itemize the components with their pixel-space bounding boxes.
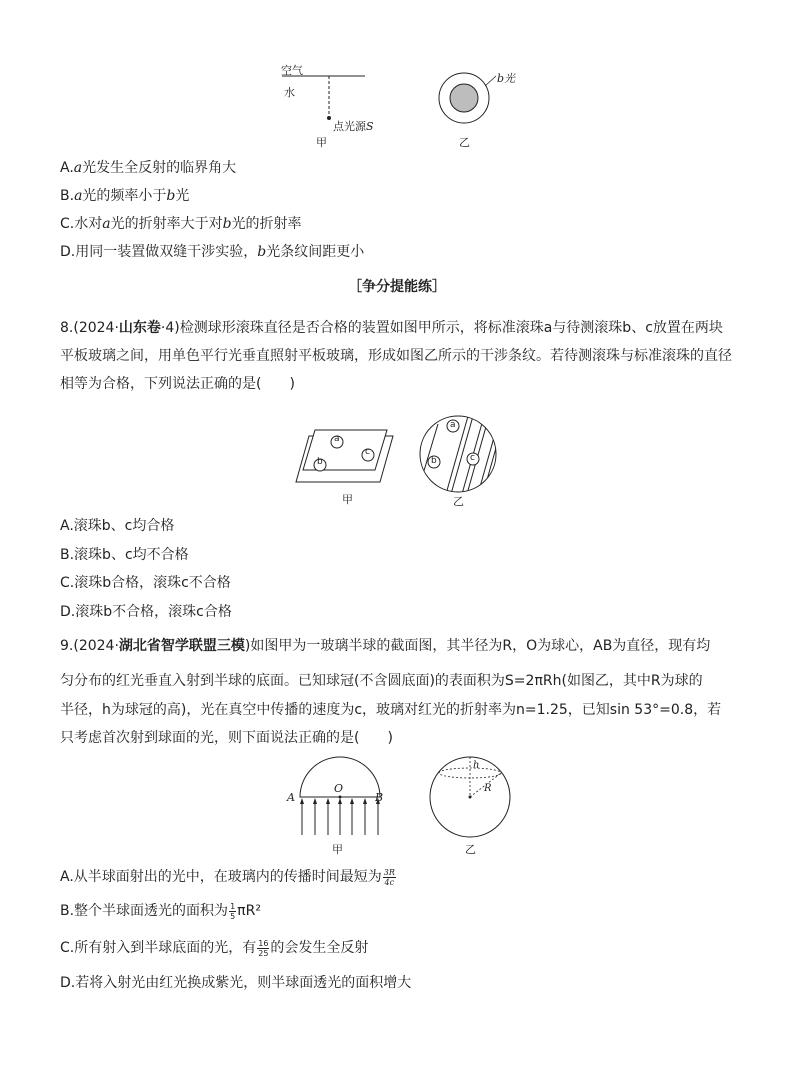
q9-caption-jia: 甲	[332, 843, 343, 856]
q9-stem-line3: 半径，h为球冠的高)，光在真空中传播的速度为c，玻璃对红光的折射率为n=1.25，已知sin 53°=0.8，若	[60, 702, 722, 718]
point-a-label: A	[287, 791, 295, 804]
ball-a-label: a	[334, 434, 340, 444]
q7-option-b: B.a光的频率小于b光	[60, 188, 190, 204]
point-source-dot	[327, 116, 331, 120]
q9-option-d: D.若将入射光由红光换成紫光，则半球面透光的面积增大	[60, 975, 412, 991]
q8-caption-jia: 甲	[342, 493, 353, 506]
q9-stem-line2: 匀分布的红光垂直入射到半球的底面。已知球冠(不含圆底面)的表面积为S=2πRh(如图乙，其中R为球的	[60, 673, 703, 689]
point-b-label: B	[375, 791, 384, 804]
q9-stem-line1: 9.(2024·湖北省智学联盟三模)如图甲为一玻璃半球的截面图，其半径为R，O为球心，AB为直径，现有均	[60, 638, 711, 654]
radius-r-label: R	[484, 783, 492, 794]
q9-caption-yi: 乙	[465, 843, 476, 856]
fig7-caption-yi: 乙	[459, 136, 470, 149]
point-source-label: 点光源S	[333, 120, 374, 133]
section-header: ［争分提能练］	[348, 279, 446, 295]
q9-option-b: B.整个半球面透光的面积为 $\frac{1}{5}$ πR²	[60, 901, 261, 921]
q8-stem: 8.(2024·山东卷·4)检测球形滚珠直径是否合格的装置如图甲所示，将标准滚珠a与待测滚珠b、c放置在两块平板玻璃之间，用单色平行光垂直照射平板玻璃，形成如图乙所示的干涉条纹。若待测滚珠与标准滚珠的直径相等为合格，下列说法正确的是( )	[60, 320, 732, 392]
q8-option-c: C.滚珠b合格，滚珠c不合格	[60, 575, 231, 591]
q9-diagram-yi	[425, 755, 515, 840]
q8-option-d: D.滚珠b不合格，滚珠c合格	[60, 604, 232, 620]
q8-caption-yi: 乙	[453, 495, 464, 508]
q8-diagram-yi	[418, 414, 498, 494]
yi-ball-a-label: a	[450, 420, 456, 430]
b-light-pointer	[485, 76, 496, 86]
air-label: 空气	[281, 64, 303, 77]
q8-option-b: B.滚珠b、c均不合格	[60, 547, 189, 563]
q8-option-a: A.滚珠b、c均合格	[60, 518, 175, 534]
yi-ball-c-label: c	[470, 453, 475, 463]
water-label: 水	[284, 86, 295, 99]
q8-diagram-jia	[293, 426, 403, 488]
fig7-caption-jia: 甲	[316, 136, 327, 149]
q7-option-d: D.用同一装置做双缝干涉实验，b光条纹间距更小	[60, 244, 365, 260]
inner-disk	[450, 84, 478, 112]
q7-option-c: C.水对a光的折射率大于对b光的折射率	[60, 216, 302, 232]
incident-rays	[302, 799, 378, 835]
point-o-label: O	[334, 782, 344, 795]
cap-h-label: h	[473, 760, 480, 771]
sphere-center-dot	[469, 796, 472, 799]
yi-ball-b-label: b	[431, 456, 437, 466]
b-light-label: b光	[497, 72, 516, 85]
q7-option-a: A.a光发生全反射的临界角大	[60, 160, 237, 176]
q9-option-c: C.所有射入到半球底面的光，有 $\frac{16}{25}$ 的会发生全反射	[60, 938, 369, 958]
ball-b-label: b	[317, 457, 323, 467]
ball-c-label: c	[365, 447, 370, 457]
q9-stem-line4: 只考虑首次射到球面的光，则下面说法正确的是( )	[60, 730, 393, 746]
q9-option-a: A.从半球面射出的光中，在玻璃内的传播时间最短为 $\frac{3R}{4c}$	[60, 867, 395, 887]
